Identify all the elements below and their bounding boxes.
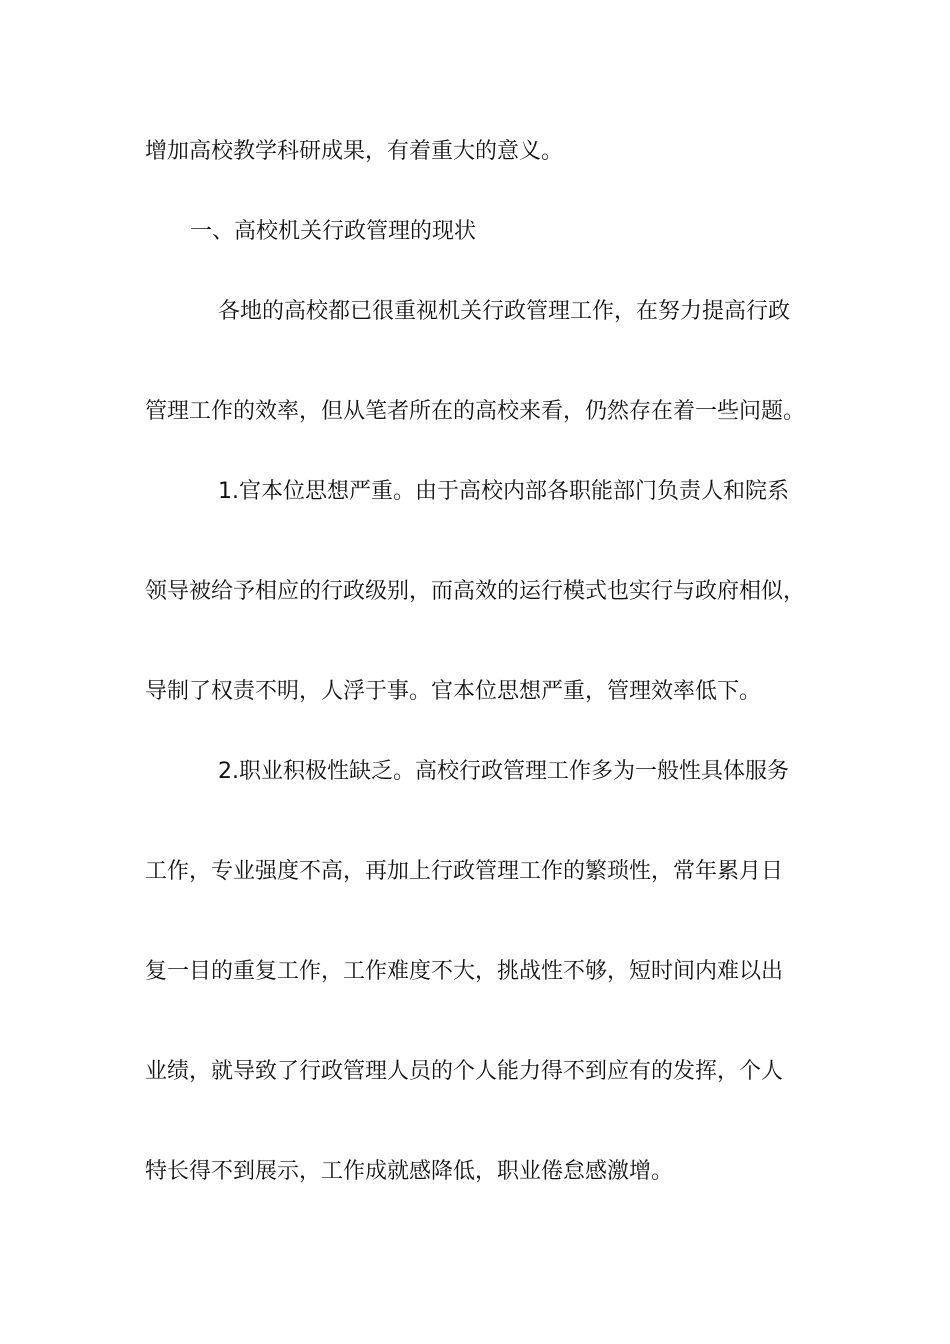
list-item-2-line: 业绩，就导致了行政管理人员的个人能力得不到应有的发挥，个人 — [145, 1059, 784, 1084]
list-item-1-line: 导制了权责不明，人浮于事。官本位思想严重，管理效率低下。 — [145, 679, 762, 704]
paragraph-line: 管理工作的效率，但从笔者所在的高校来看，仍然存在着一些问题。 — [145, 399, 806, 424]
list-item-1-line: 1.官本位思想严重。由于高校内部各职能部门负责人和院系 — [218, 479, 789, 504]
section-heading: 一、高校机关行政管理的现状 — [190, 219, 477, 244]
list-item-1-line: 领导被给予相应的行政级别，而高效的运行模式也实行与政府相似， — [145, 579, 806, 604]
paragraph-line-continuation: 增加高校教学科研成果，有着重大的意义。 — [145, 139, 564, 164]
list-item-2-line: 2.职业积极性缺乏。高校行政管理工作多为一般性具体服务 — [218, 759, 789, 784]
list-item-2-line: 工作，专业强度不高，再加上行政管理工作的繁琐性，常年累月日 — [145, 859, 784, 884]
list-item-2-line: 复一目的重复工作，工作难度不大，挑战性不够，短时间内难以出 — [145, 959, 784, 984]
paragraph-line: 各地的高校都已很重视机关行政管理工作，在努力提高行政 — [218, 299, 791, 324]
list-item-2-line: 特长得不到展示，工作成就感降低，职业倦怠感激增。 — [145, 1159, 674, 1184]
